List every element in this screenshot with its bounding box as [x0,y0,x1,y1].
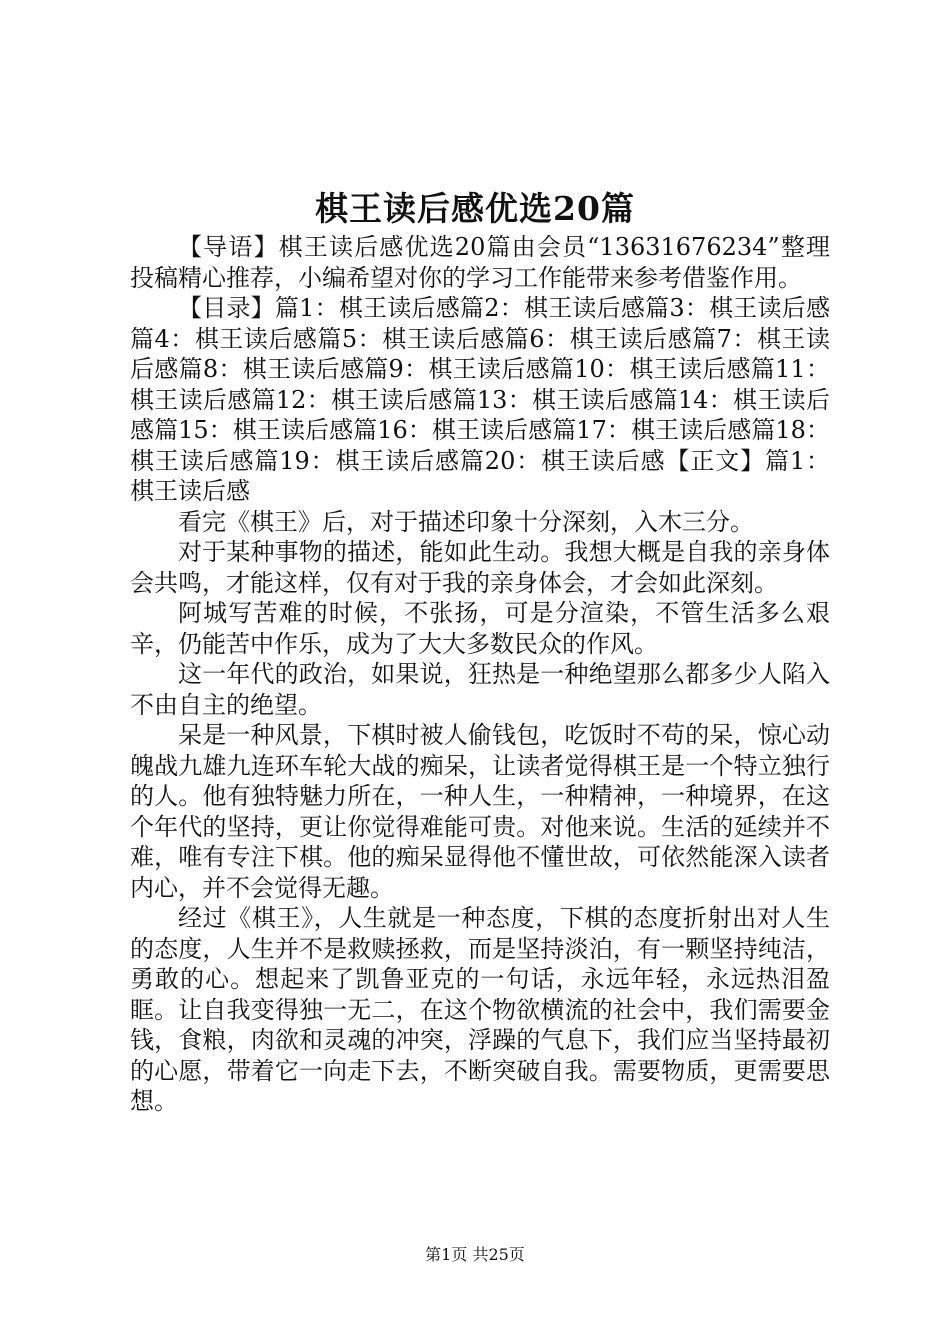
document-title: 棋王读后感优选20篇 [315,189,635,228]
document-body [130,232,830,1117]
paragraph: 看完《棋王》后，对于描述印象十分深刻，入木三分。 [178,507,754,536]
page-footer: 第1页 共25页 [425,1245,525,1264]
paragraph: 经过《棋王》，人生就是一种态度，下棋的态度折射出对人生的态度，人生并不是救赎拯救，而是坚持淡泊，有一颗坚持纯洁，勇敢的心。想起来了凯鲁亚克的一句话，永远年轻，永远热泪盈眶。让自我变得独一无二，在这个物欲横流的社会中，我们需要金钱，食粮，肉欲和灵魂的冲突，浮躁的气息下，我们应当坚持最初的心愿，带着它一向走下去，不断突破自我。需要物质，更需要思想。 [130,904,830,1115]
paragraph: 这一年代的政治，如果说，狂热是一种绝望那么都多少人陷入不由自主的绝望。 [130,660,830,719]
paragraph-toc: 【目录】篇1：棋王读后感篇2：棋王读后感篇3：棋王读后感篇4：棋王读后感篇5：棋王读后感篇6：棋王读后感篇7：棋王读后感篇8：棋王读后感篇9：棋王读后感篇10：棋王读后感篇11：棋王读后感篇12：棋王读后感篇13：棋王读后感篇14：棋王读后感篇15：棋王读后感篇16：棋王读后感篇17：棋王读后感篇18：棋王读后感篇19：棋王读后感篇20：棋王读后感【正文】篇1：棋王读后感 [130,294,830,505]
paragraph: 阿城写苦难的时候，不张扬，可是分渲染，不管生活多么艰辛，仍能苦中作乐，成为了大大多数民众的作风。 [130,599,830,658]
paragraph: 呆是一种风景，下棋时被人偷钱包，吃饭时不苟的呆，惊心动魄战九雄九连环车轮大战的痴呆，让读者觉得棋王是一个特立独行的人。他有独特魅力所在，一种人生，一种精神，一种境界，在这个年代的坚持，更让你觉得难能可贵。对他来说。生活的延续并不难，唯有专注下棋。他的痴呆显得他不懂世故，可依然能深入读者内心，并不会觉得无趣。 [130,721,830,902]
paragraph-intro: 【导语】棋王读后感优选20篇由会员“13631676234”整理投稿精心推荐，小编希望对你的学习工作能带来参考借鉴作用。 [130,233,830,292]
paragraph: 对于某种事物的描述，能如此生动。我想大概是自我的亲身体会共鸣，才能这样，仅有对于我的亲身体会，才会如此深刻。 [130,538,830,597]
